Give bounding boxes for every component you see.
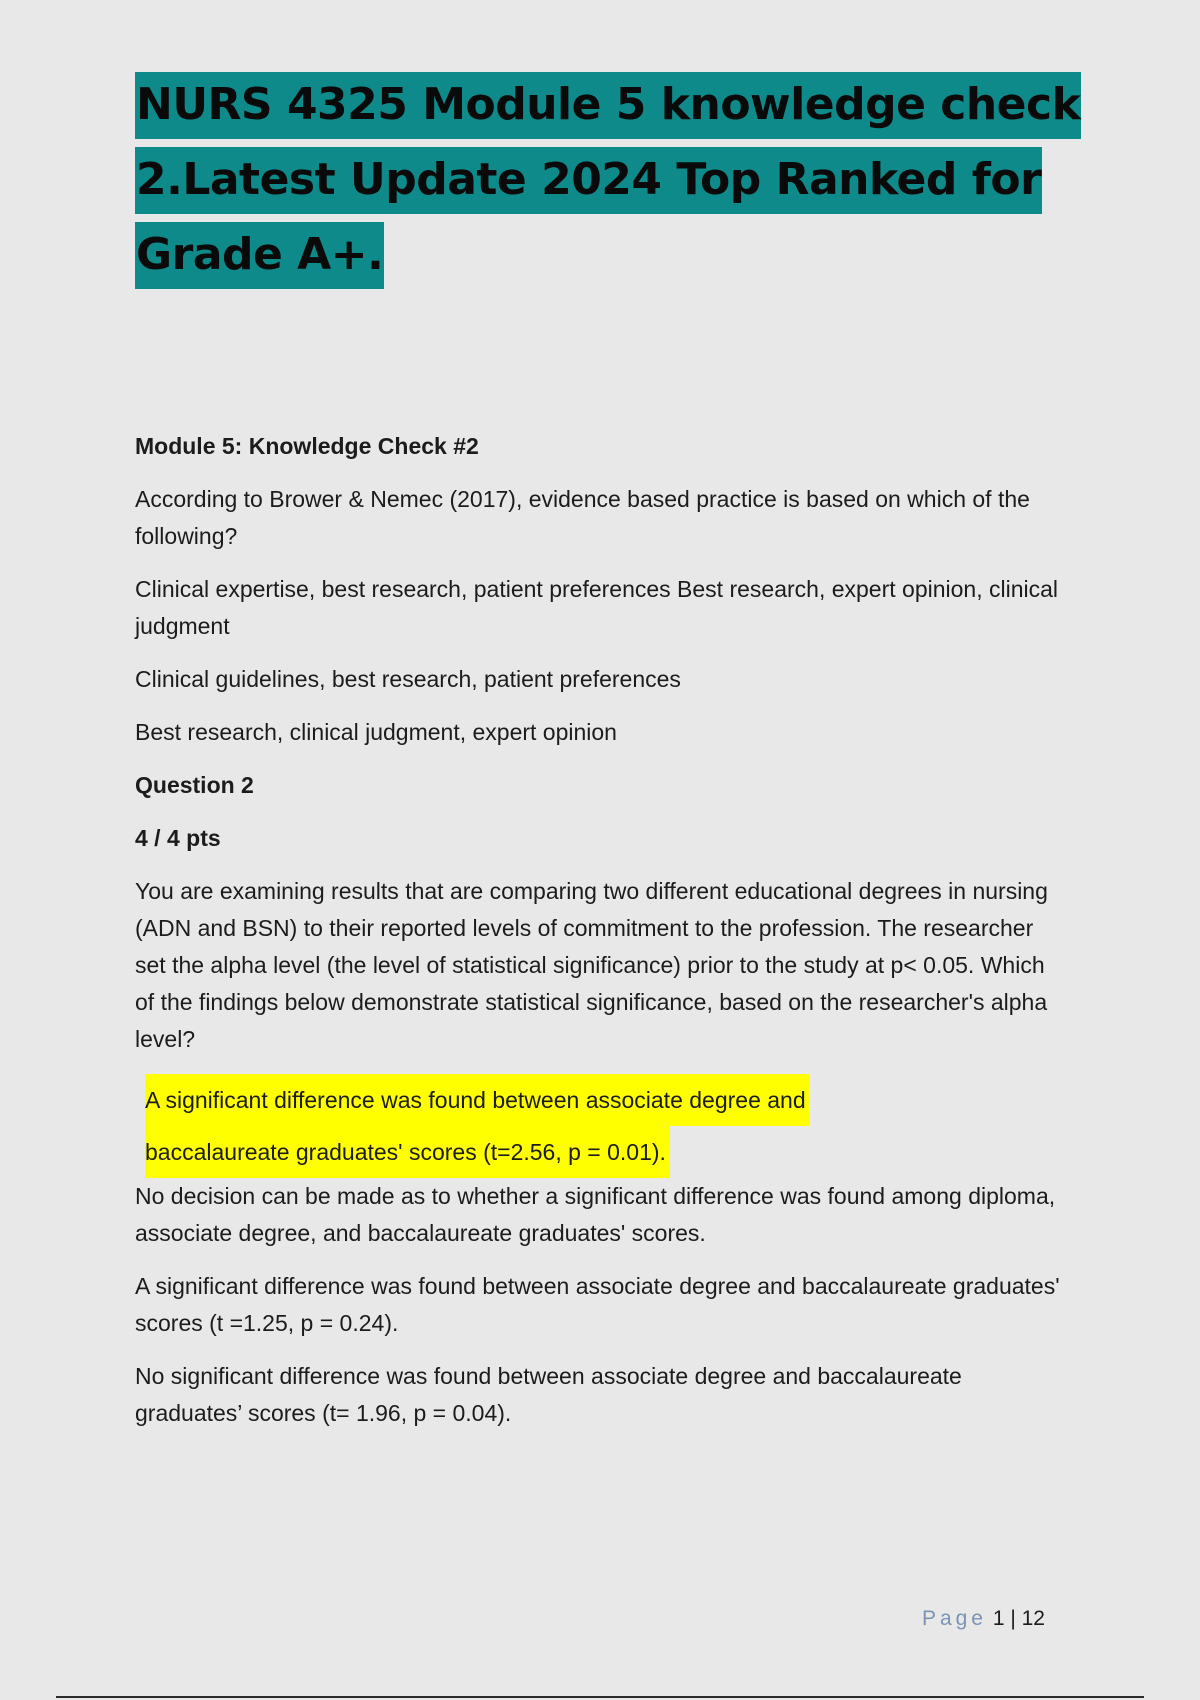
document-title bbox=[135, 72, 1095, 297]
question2-option-4: No significant difference was found between associate degree and baccalaureate graduates’ scores (t= 1.96, p = 0.04). bbox=[135, 1363, 962, 1426]
question1-option-1: Clinical expertise, best research, patient preferences Best research, expert opinion, clinical judgment bbox=[135, 576, 1059, 639]
page-footer bbox=[922, 1607, 1045, 1631]
bottom-divider bbox=[56, 1696, 1144, 1698]
question1-option-3: Best research, clinical judgment, expert opinion bbox=[135, 719, 617, 745]
page-word: Page bbox=[921, 1607, 987, 1630]
title-line-1: NURS 4325 Module 5 knowledge check bbox=[135, 72, 1081, 139]
page-number: 1 | 12 bbox=[992, 1607, 1045, 1630]
title-line-2: 2.Latest Update 2024 Top Ranked for bbox=[135, 147, 1042, 214]
correct-answer-highlight bbox=[145, 1074, 1065, 1178]
question1-option-2: Clinical guidelines, best research, patient preferences bbox=[135, 666, 681, 692]
question2-points: 4 / 4 pts bbox=[135, 825, 221, 851]
correct-answer-line-1: A significant difference was found between associate degree and bbox=[145, 1074, 810, 1126]
section-heading: Module 5: Knowledge Check #2 bbox=[135, 433, 479, 459]
question1-prompt: According to Brower & Nemec (2017), evidence based practice is based on which of the following? bbox=[135, 486, 1030, 549]
title-line-3: Grade A+. bbox=[135, 222, 384, 289]
question2-prompt: You are examining results that are comparing two different educational degrees in nursing (ADN and BSN) to their reported levels of commitment to the profession. The researcher set the alpha level (the level of statistical significance) prior to the study at p< 0.05. Which of the findings below demonstrate statistical significance, based on the researcher's alpha level? bbox=[135, 878, 1048, 1052]
document-body bbox=[135, 428, 1065, 1448]
correct-answer-line-2: baccalaureate graduates' scores (t=2.56, p = 0.01). bbox=[145, 1126, 670, 1178]
question2-option-3: A significant difference was found between associate degree and baccalaureate graduates' scores (t =1.25, p = 0.24). bbox=[135, 1273, 1060, 1336]
question2-option-2: No decision can be made as to whether a significant difference was found among diploma, associate degree, and baccalaureate graduates' scores. bbox=[135, 1183, 1056, 1246]
question2-label: Question 2 bbox=[135, 772, 254, 798]
